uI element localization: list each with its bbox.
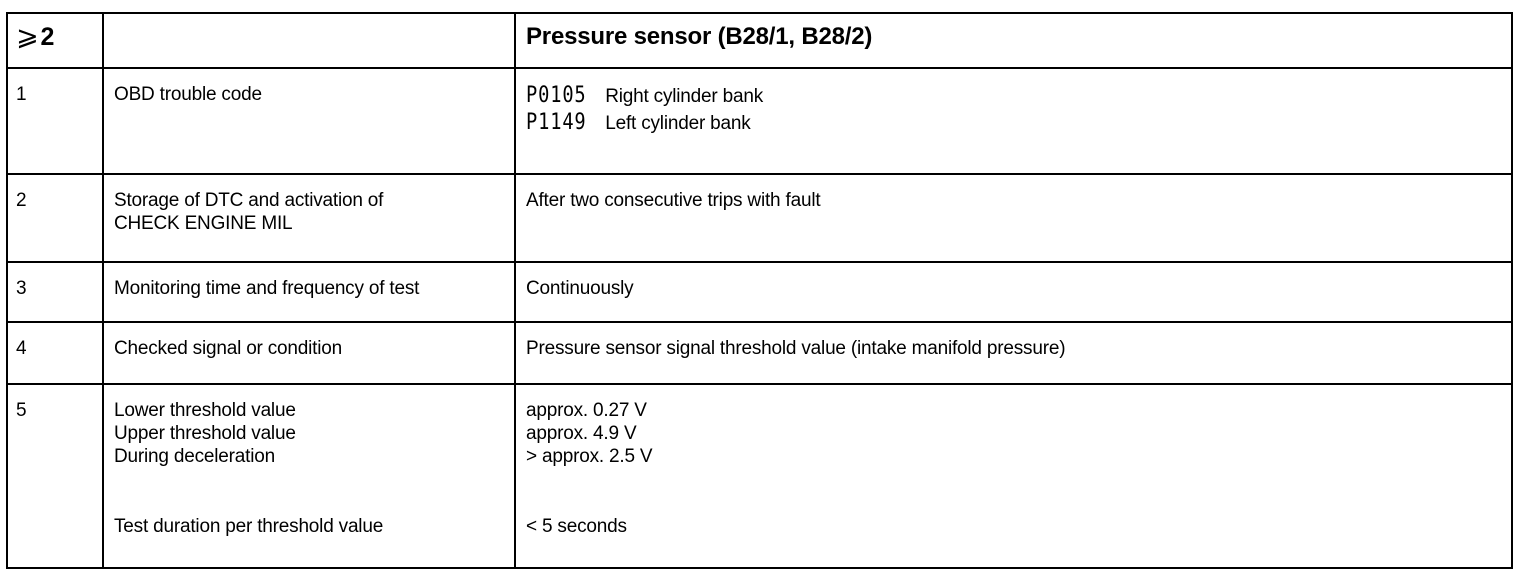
row-index: 2 (7, 174, 103, 262)
threshold-value: > approx. 2.5 V (526, 446, 653, 468)
row-label-line: Storage of DTC and activation of (114, 190, 384, 211)
row-label-line: Upper threshold value (114, 423, 296, 445)
row-label-line: Checked signal or condition (114, 338, 343, 359)
row-label (103, 322, 515, 384)
obd-code-description: Right cylinder bank (605, 86, 764, 107)
obd-code: P1149 (526, 109, 587, 135)
row-label-line: OBD trouble code (114, 84, 262, 105)
table-row (7, 68, 1512, 174)
row-label-line: CHECK ENGINE MIL (114, 213, 293, 235)
threshold-value: approx. 4.9 V (526, 423, 637, 445)
row-value (515, 384, 1512, 568)
row-label-line: Monitoring time and frequency of test (114, 278, 420, 299)
row-label (103, 174, 515, 262)
table-row (7, 174, 1512, 262)
row-label-line: Lower threshold value (114, 400, 296, 421)
row-value: Continuously (515, 262, 1512, 322)
table-row (7, 322, 1512, 384)
obd-code-line (526, 110, 1511, 137)
spacer (114, 469, 514, 515)
spacer (526, 469, 1511, 515)
row-index: 4 (7, 322, 103, 384)
row-label (103, 384, 515, 568)
component-title: Pressure sensor (B28/1, B28/2) (515, 13, 1512, 68)
header-empty-cell (103, 13, 515, 68)
threshold-value: approx. 0.27 V (526, 400, 647, 421)
row-index: 3 (7, 262, 103, 322)
obd-code-line (526, 83, 1511, 110)
spec-table (6, 12, 1513, 569)
row-value (515, 68, 1512, 174)
obd-code-description: Left cylinder bank (605, 112, 751, 134)
row-index: 5 (7, 384, 103, 568)
row-value: After two consecutive trips with fault (515, 174, 1512, 262)
obd-code: P0105 (526, 83, 587, 108)
table-header-row (7, 13, 1512, 68)
section-number: 2 (40, 23, 55, 51)
diagnostic-spec-sheet (6, 12, 1511, 569)
greater-equal-symbol: ⩾ (16, 21, 39, 51)
table-row (7, 262, 1512, 322)
table-row (7, 384, 1512, 568)
section-number-cell (7, 13, 103, 68)
row-index: 1 (7, 68, 103, 174)
test-duration-value: < 5 seconds (526, 515, 627, 537)
row-label-line: Test duration per threshold value (114, 515, 384, 537)
row-label-line: During deceleration (114, 446, 275, 468)
row-label (103, 68, 515, 174)
row-label (103, 262, 515, 322)
row-value: Pressure sensor signal threshold value (intake manifold pressure) (515, 322, 1512, 384)
